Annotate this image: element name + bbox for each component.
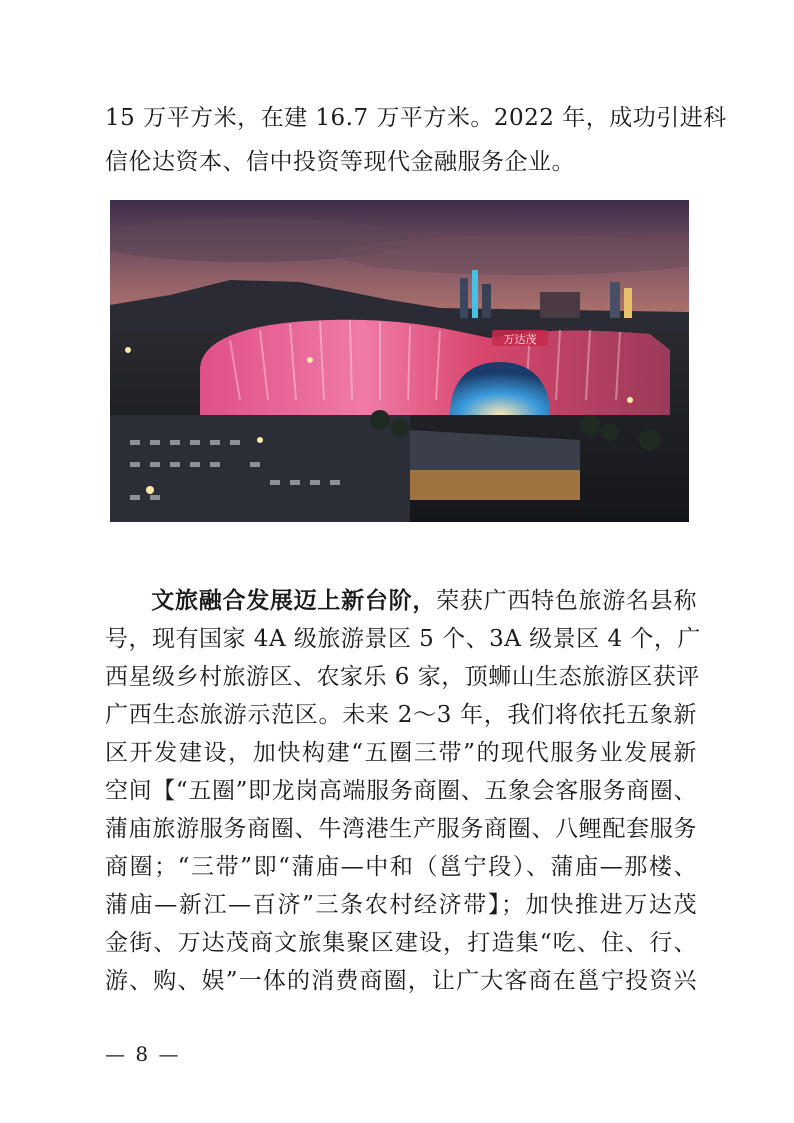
section-line-11: 游、购、娱”一体的消费商圈，让广大客商在邕宁投资兴	[105, 968, 697, 994]
section-line-1	[105, 586, 697, 616]
section-line-6: 空间【“五圈”即龙岗高端服务商圈、五象会客服务商圈、	[105, 778, 697, 804]
section-heading: 文旅融合发展迈上新台阶，	[151, 588, 437, 614]
section-line-7: 蒲庙旅游服务商圈、牛湾港生产服务商圈、八鲤配套服务	[105, 816, 697, 842]
section-line-4: 广西生态旅游示范区。未来 2～3 年，我们将依托五象新	[105, 702, 697, 728]
mall-sign: 万达茂	[503, 333, 537, 346]
mall-night-photo	[110, 200, 689, 522]
section-line-10: 金街、万达茂商文旅集聚区建设，打造集“吃、住、行、	[105, 930, 697, 956]
section-line-2: 号，现有国家 4A 级旅游景区 5 个、3A 级景区 4 个，广	[105, 626, 701, 652]
section-line-9: 蒲庙—新江—百济”三条农村经济带】；加快推进万达茂	[105, 892, 697, 918]
section-line-8: 商圈；“三带”即“蒲庙—中和（邕宁段）、蒲庙—那楼、	[105, 854, 697, 880]
intro-line-1: 15 万平方米，在建 16.7 万平方米。2022 年，成功引进科	[105, 105, 727, 131]
section-line-3: 西星级乡村旅游区、农家乐 6 家，顶蛳山生态旅游区获评	[105, 664, 700, 690]
section-line-1-text: 荣获广西特色旅游名县称	[436, 588, 698, 614]
section-line-5: 区开发建设，加快构建“五圈三带”的现代服务业发展新	[105, 740, 697, 766]
intro-line-2: 信伦达资本、信中投资等现代金融服务企业。	[105, 149, 575, 175]
page-number: — 8 —	[105, 1042, 181, 1066]
